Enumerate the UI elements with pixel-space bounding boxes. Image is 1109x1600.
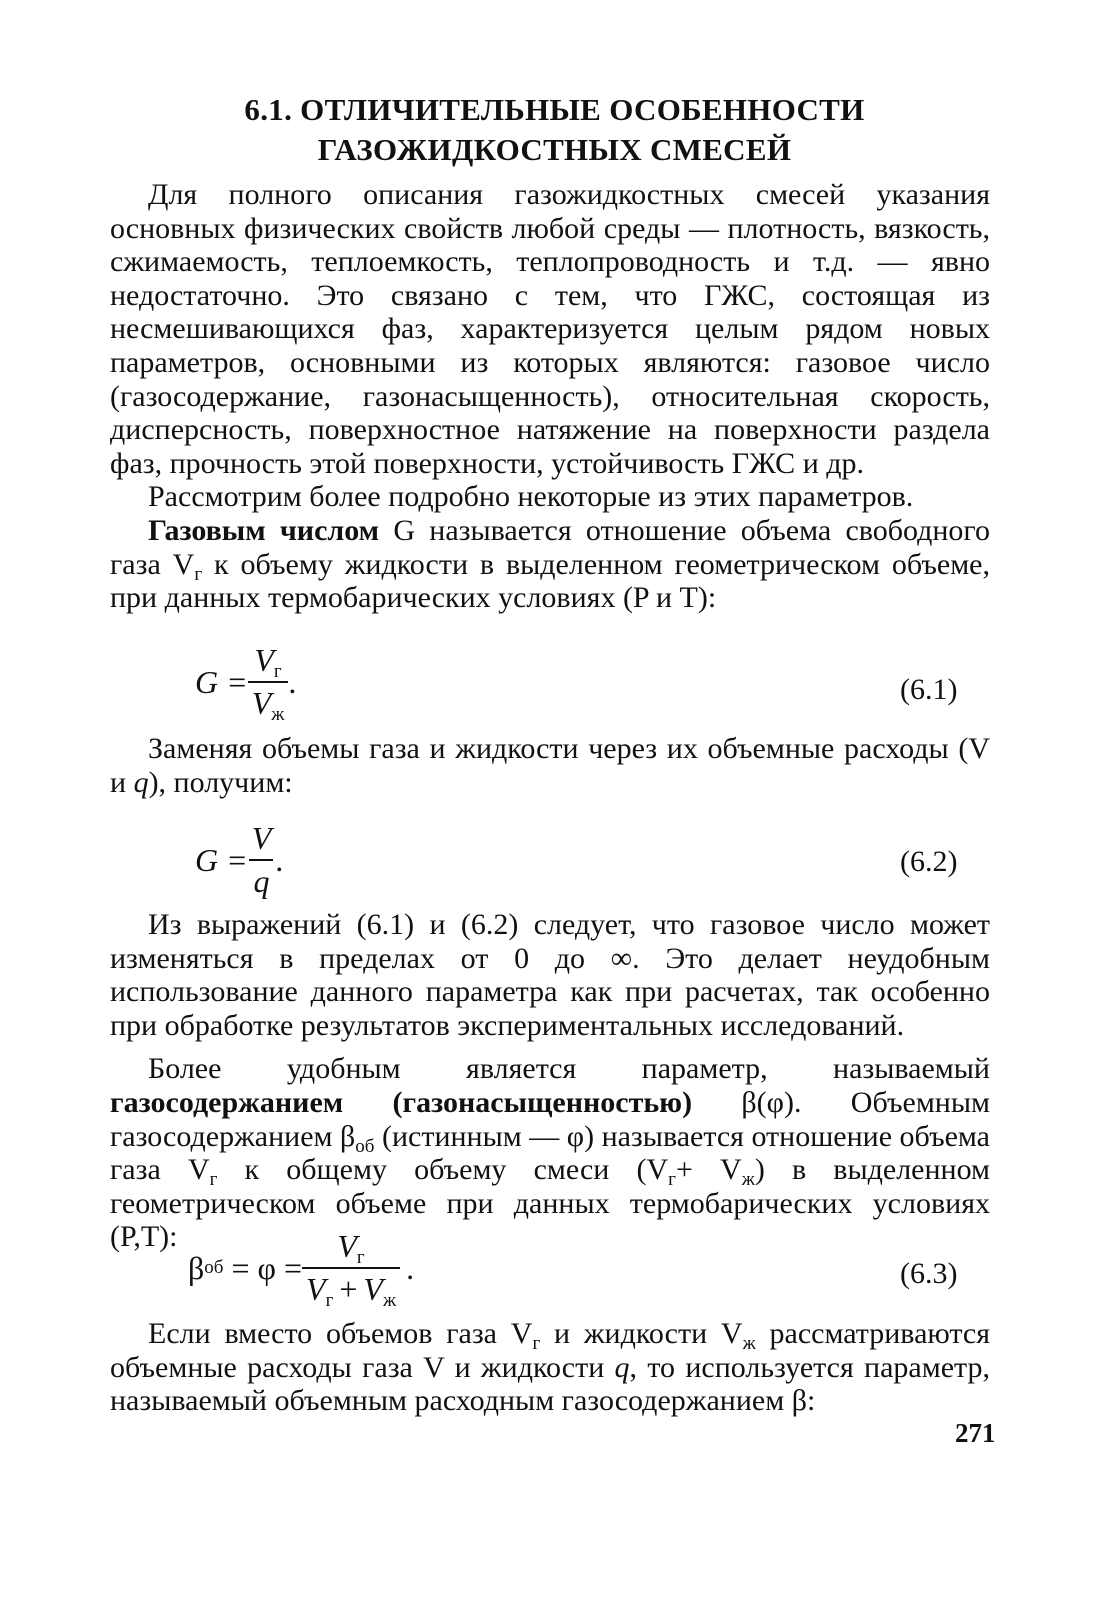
paragraph-2: Рассмотрим более подробно некоторые из этих параметров. [148,480,914,514]
paragraph-7-text-c: рассматриваются объемные расходы газа V и жидкости [110,1317,990,1384]
equation-6-3-fraction [302,1228,400,1311]
subscript-zh: ж [741,1169,755,1191]
variable-q: q [133,765,149,799]
equation-6-1-numerator: V [254,642,274,678]
paragraph-5: Из выражений (6.1) и (6.2) следует, что газовое число может изменяться в пределах от 0 до ∞. Это делает неудобным использование данного параметра как при расчетах, так особенно при обработке результатов экспериментальных исследований. [110,908,990,1042]
equation-6-3-denominator-v1: V [306,1271,326,1307]
equation-6-3-denominator-sub1: г [325,1290,334,1311]
subscript-zh-2: ж [742,1333,756,1354]
subscript-g-3: г [668,1169,676,1191]
subscript-g-4: г [532,1333,541,1354]
paragraph-4-text [110,732,990,799]
page-number: 271 [955,1418,996,1448]
equation-6-3: β об = φ = $\frac{V_г}{V_г + V_ж}$ . [188,1228,415,1311]
paragraph-7-text-d: , то используется параметр, называемый объемным расходным газосодержанием β: [110,1350,991,1418]
paragraph-7-block [110,1317,990,1418]
paragraph-4 [110,732,990,799]
equation-6-3-denominator-sub2: ж [382,1290,397,1311]
paragraph-4-text-b: ), получим: [148,765,293,799]
equation-6-3-plus: + [339,1271,358,1307]
subscript-ob: об [355,1135,375,1157]
subscript-g: г [194,563,203,585]
equation-6-2-lhs: G = [195,841,248,878]
subscript-g-2: г [209,1169,218,1191]
equation-6-2 [195,820,283,900]
equation-6-3-denominator-v2: V [363,1271,383,1307]
paragraph-3 [110,514,990,615]
paragraph-7-text-a: Если вместо объемов газа V [148,1317,533,1350]
paragraph-6-text-f: ) в выделенном геометрическом объеме при данных термобарических условиях (P,T): [110,1153,990,1254]
paragraph-intro [110,178,990,615]
equation-number-6-2: (6.2) [900,845,958,878]
equation-6-1-denominator-sub: ж [271,704,285,725]
equation-6-3-dot: . [406,1249,415,1286]
paragraph-1: Для полного описания газожидкостных смесей указания основных физических свойств любой среды — плотность, вязкость, сжимаемость, теплоемкость, теплопроводность и т.д. — явно недостаточно. Это связано с тем, что ГЖС, состоящая из несмешивающихся фаз, характеризуется целым рядом новых параметров, основными из которых являются: газовое число (газосодержание, газонасыщенность), относительная скорость, дисперсность, поверхностное натяжение на поверхности раздела фаз, прочность этой поверхности, устойчивость ГЖС и др. [110,178,990,480]
equation-6-3-numerator: V [337,1228,357,1264]
equation-6-1-fraction [248,642,289,725]
paragraph-6-text-c: (истинным — φ) называется отношение объема газа V [110,1119,990,1187]
equation-6-2-dot: . [275,841,284,878]
paragraph-3-text-b: к объему жидкости в выделенном геометрическом объеме, при данных термобарических условиях (P и T): [110,547,990,615]
paragraph-3-text-a: G называется отношение объема свободного газа V [110,513,990,581]
equation-6-1-lhs: G = [195,663,248,700]
paragraph-6-text-d: к общему объему смеси (V [217,1153,669,1187]
equation-6-3-numerator-sub: г [356,1247,365,1268]
equation-6-3-lhs-rest: = φ = [231,1249,303,1286]
paragraph-6-text-e: + V [675,1153,742,1187]
paragraph-7-text-b: и жидкости V [540,1317,743,1350]
section-heading-line2: ГАЗОЖИДКОСТНЫХ СМЕСЕЙ [317,132,792,167]
equation-6-2-numerator: V [251,820,272,856]
equation-6-1 [195,642,297,725]
paragraph-6-text-b: β(φ). Объемным газосодержанием β [110,1085,990,1153]
paragraph-4-text-a: Заменяя объемы газа и жидкости через их объемные расходы (V и [110,732,990,799]
equation-6-2-fraction [248,820,276,900]
equation-6-3-beta: β [188,1249,205,1286]
paragraph-6 [110,1052,990,1254]
variable-q-2: q [614,1350,630,1384]
term-gas-number: Газовым числом [148,513,380,547]
term-gas-content: газосодержанием (газонасыщенностью) [110,1085,693,1119]
equation-6-2-denominator: q [249,859,273,900]
equation-number-6-1: (6.1) [900,673,958,706]
paragraph-7 [110,1317,990,1418]
equation-6-1-numerator-sub: г [273,661,282,682]
equation-6-1-denominator: V [251,685,272,721]
paragraph-6-text-a: Более удобным является параметр, называемый [148,1052,990,1086]
paragraph-5-block [110,908,990,1254]
equation-6-1-dot: . [288,663,297,700]
section-heading-line1: 6.1. ОТЛИЧИТЕЛЬНЫЕ ОСОБЕННОСТИ [244,92,865,127]
equation-number-6-3: (6.3) [900,1257,958,1290]
